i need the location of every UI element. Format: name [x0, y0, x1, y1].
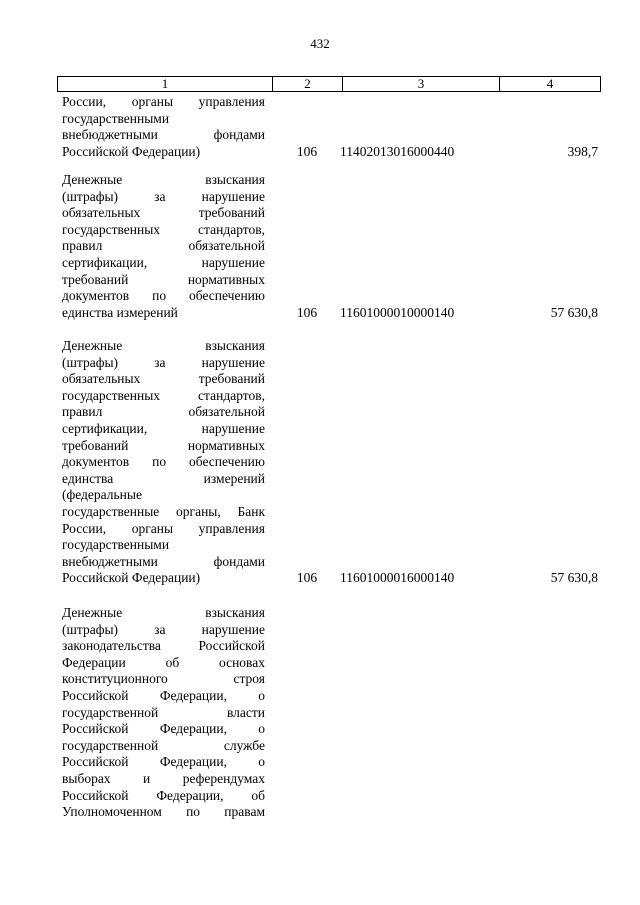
row-description: Денежные взыскания (штрафы) за нарушение обязательных требований государственных стандартов, правил обязательной сертификации, нарушение требований нормативных документов по обеспечению единства измерений (федеральные государственные органы, Банк России, органы управления государственными внебюджетными фондами Российской Федерации) — [62, 338, 265, 586]
header-col-1: 1 — [58, 77, 273, 92]
table-header — [57, 76, 601, 92]
header-col-2: 2 — [273, 77, 343, 92]
page-number: 432 — [310, 36, 330, 51]
row-amount: 398,7 — [567, 143, 598, 159]
header-col-3: 3 — [343, 77, 500, 92]
row-kbk: 11402013016000440 — [340, 143, 455, 159]
row-description: Денежные взыскания (штрафы) за нарушение обязательных требований государственных стандартов, правил обязательной сертификации, нарушение требований нормативных документов по обеспечению единства измерений — [62, 172, 265, 320]
row-code: 106 — [296, 304, 318, 320]
row-description: России, органы управления государственными внебюджетными фондами Российской Федерации) — [62, 94, 265, 159]
header-col-4: 4 — [500, 77, 601, 92]
row-amount: 57 630,8 — [550, 304, 598, 320]
row-description: Денежные взыскания (штрафы) за нарушение законодательства Российской Федерации об основах конституционного строя Российской Федерации, о государственной власти Российской Федерации, о государственной службе Российской Федерации, о выборах и референдумах Российской Федерации, об Уполномоченном по правам — [62, 605, 265, 820]
row-amount: 57 630,8 — [550, 570, 598, 586]
row-kbk: 11601000016000140 — [340, 570, 455, 586]
row-kbk: 11601000010000140 — [340, 304, 455, 320]
row-code: 106 — [296, 143, 318, 159]
row-code: 106 — [296, 570, 318, 586]
header-row — [58, 77, 601, 92]
